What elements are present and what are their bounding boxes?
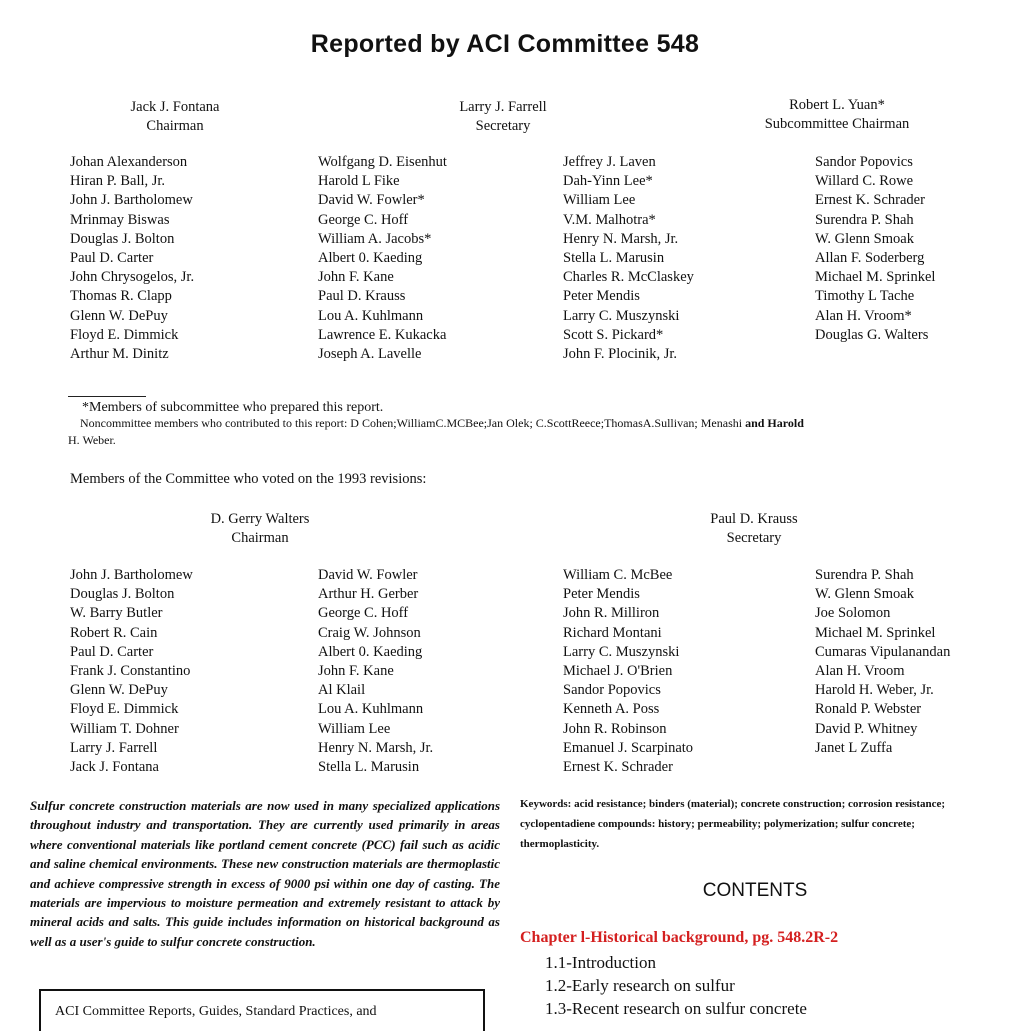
abstract: Sulfur concrete construction materials are now used in many specialized applications throughout industry and transportation. They are currently used primarily in areas where conventional materials like portland cement concrete (PCC) fail such as acidic and saline chemical environments. These new construction materials are thermoplastic and achieve compressive strength in excess of 9000 psi within one day of casting. The materials are impervious to moisture permeation and extremely resistant to attack by mineral acids and salts. This guide includes information on historical background as well as a user's guide to sulfur concrete construction. (30, 798, 500, 949)
member-column-3 (563, 153, 694, 364)
officer-name: Paul D. Krauss (710, 511, 798, 527)
member-name: Scott S. Pickard* (563, 326, 664, 343)
member-name: Douglas J. Bolton (70, 230, 175, 247)
member-name: Michael M. Sprinkel (815, 269, 936, 286)
member-name: Albert 0. Kaeding (318, 643, 423, 660)
officer-role: Chairman (146, 118, 204, 134)
member-name: Henry N. Marsh, Jr. (563, 230, 679, 247)
footnote-noncommittee-and: and Harold (745, 416, 804, 430)
member-name: John J. Bartholomew (70, 567, 193, 583)
member-name: Joe Solomon (815, 605, 891, 622)
member-name: George C. Hoff (318, 211, 409, 228)
member-name: David W. Fowler (318, 567, 418, 583)
member-name: Paul D. Krauss (318, 288, 406, 305)
page-title: Reported by ACI Committee 548 (310, 30, 700, 58)
member-name: Jack J. Fontana (70, 758, 159, 775)
member-name: Craig W. Johnson (318, 624, 421, 641)
member-name: John F. Kane (318, 662, 394, 679)
member-column-2 (318, 153, 447, 364)
member-name: Peter Mendis (563, 586, 640, 603)
keywords: Keywords: acid resistance; binders (material); concrete construction; corrosion resistance; cyclopentadiene compounds: history; permeability; polymerization; sulfur concrete; thermoplasticity. (520, 798, 946, 850)
footnote-noncommittee-text: Noncommittee members who contributed to this report: D Cohen;WilliamC.MCBee;Jan Olek; C.ScottReece;ThomasA.Sullivan; Menashi (80, 416, 743, 430)
member-name: Arthur H. Gerber (318, 586, 419, 603)
member-name: William A. Jacobs* (318, 230, 432, 247)
officer-role: Secretary (726, 530, 782, 546)
officer-subcommittee-chairman (737, 96, 937, 134)
member-name: Dah-Yinn Lee* (563, 173, 653, 190)
member-name: Larry C. Muszynski (563, 643, 680, 660)
member-name: William Lee (318, 720, 391, 737)
member-name: John R. Robinson (563, 720, 667, 737)
member-name: Douglas G. Walters (815, 326, 929, 343)
member-name: Surendra P. Shah (815, 211, 914, 228)
member-name: Charles R. McClaskey (563, 269, 694, 286)
footnote-noncommittee (80, 415, 804, 432)
member-name: John J. Bartholomew (70, 192, 193, 209)
member-name: Alan H. Vroom* (815, 307, 912, 324)
member-name: Glenn W. DePuy (70, 682, 168, 699)
member-name: Thomas R. Clapp (70, 288, 172, 305)
member-name: Albert 0. Kaeding (318, 249, 423, 266)
member-name: Harold L Fike (318, 173, 400, 190)
revision-member-column-1 (70, 566, 193, 777)
member-name: Lawrence E. Kukacka (318, 326, 447, 343)
member-name: V.M. Malhotra* (563, 211, 656, 228)
member-name: Glenn W. DePuy (70, 307, 168, 324)
member-name: Willard C. Rowe (815, 173, 914, 190)
member-name: W. Glenn Smoak (815, 586, 914, 603)
revision-officer-chairman (180, 510, 340, 548)
officer-role: Secretary (475, 118, 531, 134)
member-name: Stella L. Marusin (318, 758, 420, 775)
reports-notice-box (39, 989, 485, 1031)
footnote-noncommittee-cont: H. Weber. (68, 433, 116, 447)
member-name: David W. Fowler* (318, 192, 425, 209)
member-column-1 (70, 153, 194, 364)
member-name: Stella L. Marusin (563, 249, 665, 266)
member-name: Paul D. Carter (70, 249, 154, 266)
reports-notice-text: ACI Committee Reports, Guides, Standard Practices, and (55, 1004, 377, 1019)
member-name: Alan H. Vroom (815, 662, 905, 679)
member-name: Cumaras Vipulanandan (815, 643, 951, 660)
member-name: Wolfgang D. Eisenhut (318, 154, 447, 170)
officer-name: Robert L. Yuan* (789, 97, 885, 113)
member-name: Emanuel J. Scarpinato (563, 739, 694, 756)
member-name: Floyd E. Dimmick (70, 326, 179, 343)
revision-intro: Members of the Committee who voted on the 1993 revisions: (70, 471, 427, 487)
officer-chairman (100, 98, 250, 136)
member-name: Peter Mendis (563, 288, 640, 305)
member-name: Henry N. Marsh, Jr. (318, 739, 434, 756)
member-name: Richard Montani (563, 624, 662, 641)
member-column-4 (815, 153, 935, 345)
member-name: William C. McBee (563, 567, 673, 583)
member-name: David P. Whitney (815, 720, 918, 737)
revision-member-column-3 (563, 566, 693, 777)
officer-name: Larry J. Farrell (459, 99, 547, 115)
toc-chapter-link[interactable]: Chapter l-Historical background, pg. 548.2R-2 (520, 929, 839, 946)
revision-officer-secretary (674, 510, 834, 548)
member-name: Janet L Zuffa (815, 739, 893, 756)
toc-item[interactable]: 1.1-Introduction (545, 953, 656, 972)
toc-item[interactable]: 1.2-Early research on sulfur (545, 976, 735, 995)
toc-item[interactable]: 1.3-Recent research on sulfur concrete (545, 999, 807, 1018)
member-name: Jeffrey J. Laven (563, 154, 656, 170)
member-name: George C. Hoff (318, 605, 409, 622)
member-name: Harold H. Weber, Jr. (815, 682, 934, 699)
member-name: Robert R. Cain (70, 624, 158, 641)
member-name: Larry C. Muszynski (563, 307, 680, 324)
footnote-subcommittee: *Members of subcommittee who prepared this report. (82, 400, 384, 415)
member-name: Mrinmay Biswas (70, 211, 170, 228)
member-name: Paul D. Carter (70, 643, 154, 660)
toc-list (545, 951, 807, 1020)
member-name: Arthur M. Dinitz (70, 345, 169, 362)
member-name: W. Barry Butler (70, 605, 163, 622)
member-name: John F. Plocinik, Jr. (563, 345, 678, 362)
officer-role: Chairman (231, 530, 289, 546)
member-name: Johan Alexanderson (70, 154, 188, 170)
member-name: Lou A. Kuhlmann (318, 701, 424, 718)
member-name: W. Glenn Smoak (815, 230, 914, 247)
member-name: Frank J. Constantino (70, 662, 191, 679)
member-name: Kenneth A. Poss (563, 701, 660, 718)
footnote-rule (68, 396, 146, 397)
officer-name: Jack J. Fontana (130, 99, 220, 115)
member-name: Lou A. Kuhlmann (318, 307, 424, 324)
member-name: John Chrysogelos, Jr. (70, 269, 195, 286)
revision-member-column-4 (815, 566, 950, 758)
member-name: Allan F. Soderberg (815, 249, 925, 266)
member-name: William T. Dohner (70, 720, 179, 737)
member-name: John F. Kane (318, 269, 394, 286)
contents-heading: CONTENTS (702, 880, 808, 901)
member-name: John R. Milliron (563, 605, 660, 622)
member-name: Sandor Popovics (563, 682, 661, 699)
member-name: Michael J. O'Brien (563, 662, 673, 679)
member-name: Timothy L Tache (815, 288, 915, 305)
member-name: Michael M. Sprinkel (815, 624, 936, 641)
member-name: Douglas J. Bolton (70, 586, 175, 603)
officer-role: Subcommittee Chairman (764, 116, 910, 132)
member-name: William Lee (563, 192, 636, 209)
member-name: Ernest K. Schrader (563, 758, 673, 775)
officer-name: D. Gerry Walters (210, 511, 310, 527)
officer-secretary (428, 98, 578, 136)
member-name: Floyd E. Dimmick (70, 701, 179, 718)
member-name: Al Klail (318, 682, 366, 699)
member-name: Ernest K. Schrader (815, 192, 925, 209)
member-name: Larry J. Farrell (70, 739, 158, 756)
member-name: Ronald P. Webster (815, 701, 922, 718)
member-name: Sandor Popovics (815, 154, 913, 170)
revision-member-column-2 (318, 566, 433, 777)
member-name: Joseph A. Lavelle (318, 345, 422, 362)
member-name: Surendra P. Shah (815, 567, 914, 583)
member-name: Hiran P. Ball, Jr. (70, 173, 166, 190)
